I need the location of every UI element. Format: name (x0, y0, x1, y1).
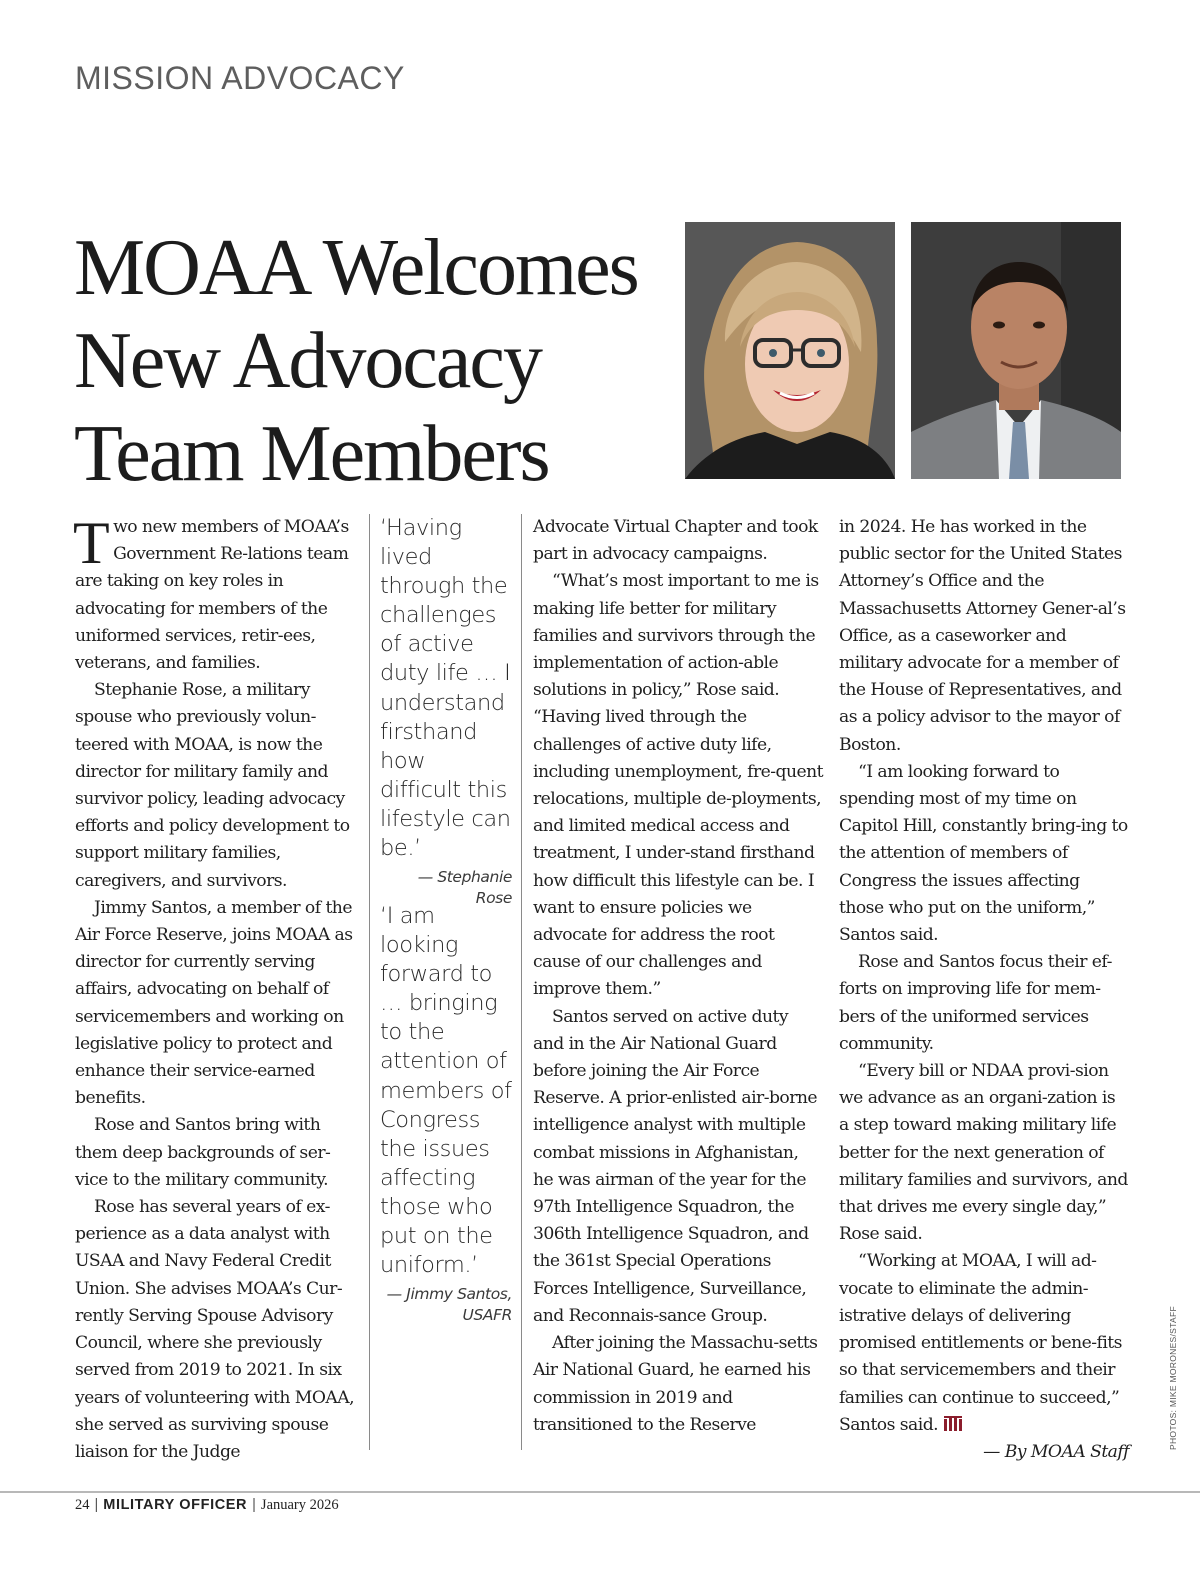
article-column-1 (73, 510, 360, 1466)
drop-cap: T (73, 510, 110, 576)
issue-date: January 2026 (260, 1497, 339, 1513)
paragraph: Rose and Santos focus their ef-forts on improving life for mem-bers of the uniformed services community. (839, 952, 1112, 1054)
paragraph: in 2024. He has worked in the public sector for the United States Attorney’s Office and the Massachusetts Attorney Gener-al’s Office, as a caseworker and military advocate for a member of the House of Representatives, and as a policy advisor to the mayor of Boston. (839, 517, 1126, 755)
intro-text: wo new members of MOAA’s Government Re-lations team are taking on key roles in advocating for members of the uniformed services, retir-ees, veterans, and families. (75, 517, 349, 674)
paragraph: “Every bill or NDAA provi-sion we advance as an organi-zation is a step toward making military life better for the next generation of military families and survivors, and that drives me every single day,” Rose said. (839, 1061, 1128, 1245)
footer-rule (0, 1491, 1200, 1493)
pull-quote-text: ‘Having lived through the challenges of active duty life … I understand firsthand how difficult this lifestyle can be.’ (380, 515, 511, 862)
section-label: MISSION ADVOCACY (75, 60, 405, 96)
photo-jimmy-santos (911, 222, 1121, 479)
pull-quote-rose (380, 514, 512, 909)
paragraph: Santos served on active duty and in the Air National Guard before joining the Air Force Reserve. A prior-enlisted air-borne intelligence analyst with multiple combat missions in Afghanistan, he was airman of the year for the 97th Intelligence Squadron, the 306th Intelligence Squadron, and the 361st Special Operations Forces Intelligence, Surveillance, and Reconnais-sance Group. (533, 1006, 818, 1326)
byline: — By MOAA Staff (983, 1441, 1129, 1462)
pull-quote-attribution: — Stephanie Rose (417, 868, 512, 908)
paragraph: Jimmy Santos, a member of the Air Force Reserve, joins MOAA as director for currently serving affairs, advocating on behalf of servicemembers and working on legislative policy to protect and enhance their service-earned benefits. (75, 897, 353, 1109)
pull-quote-santos (380, 902, 512, 1326)
paragraph: Stephanie Rose, a military spouse who previously volun-teered with MOAA, is now the director for military family and survivor policy, leading advocacy efforts and policy development to support military families, caregivers, and survivors. (75, 680, 350, 891)
headline-line-2: New Advocacy (74, 317, 541, 405)
paragraph: Rose has several years of ex-perience as a data analyst with USAA and Navy Federal Credit Union. She advises MOAA’s Cur-rently Serving Spouse Advisory Council, where she previously served from 2019 to 2021. In six years of volunteering with MOAA, she served as surviving spouse liaison for the Judge (75, 1197, 355, 1462)
paragraph: Advocate Virtual Chapter and took part in advocacy campaigns. (533, 517, 818, 565)
paragraph: “What’s most important to me is making life better for military families and survivors through the implementation of action-able solutions in policy,” Rose said. “Having lived through the challenges of active duty life, including unemployment, fre-quent relocations, multiple de-ployments, and limited medical access and treatment, I under-stand firsthand how difficult this lifestyle can be. I want to ensure policies we advocate for address the root cause of our challenges and improve them.” (533, 571, 823, 1000)
column-divider (369, 514, 370, 1450)
photo-stephanie-rose (685, 222, 895, 479)
page-footer (75, 1497, 339, 1514)
column-divider (521, 514, 522, 1450)
closing-text: “Working at MOAA, I will ad-vocate to eliminate the admin-istrative delays of delivering promised entitlements or bene-fits so that servicemembers and their families can continue to succeed,” Santos said. (839, 1251, 1122, 1435)
paragraph: Rose and Santos bring with them deep backgrounds of ser-vice to the military community. (75, 1115, 331, 1190)
magazine-name: MILITARY OFFICER (103, 1497, 248, 1513)
footer-separator: | (94, 1497, 99, 1513)
headline-line-1: MOAA Welcomes (74, 224, 638, 312)
paragraph-final (839, 1248, 1129, 1438)
page-number: 24 (75, 1497, 90, 1513)
footer-separator: | (252, 1497, 256, 1513)
pull-quote-text: ‘I am looking forward to … bringing to the attention of members of Congress the issues affecting those who put on the uniform.’ (380, 903, 512, 1279)
paragraph: After joining the Massachu-setts Air National Guard, he earned his commission in 2019 and transitioned to the Reserve (533, 1333, 818, 1435)
headline-line-3: Team Members (74, 410, 549, 498)
end-mark-icon (944, 1416, 962, 1431)
headline (74, 222, 674, 501)
article-column-3 (533, 514, 823, 1439)
paragraph-intro (73, 510, 360, 677)
photo-credit: PHOTOS: MIKE MORONES/STAFF (1168, 1306, 1178, 1450)
paragraph: “I am looking forward to spending most of my time on Capitol Hill, constantly bring-ing to the attention of members of Congress the issues affecting those who put on the uniform,” Santos said. (839, 761, 1128, 946)
article-column-4 (839, 514, 1129, 1466)
pull-quote-attribution: — Jimmy Santos, USAFR (386, 1285, 512, 1325)
